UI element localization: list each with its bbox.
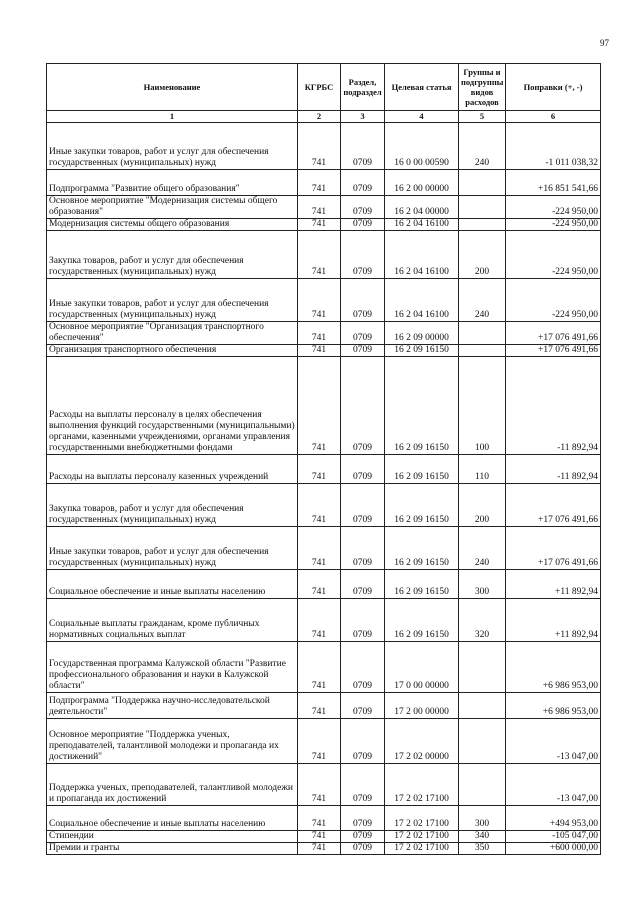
cell-group	[459, 196, 506, 219]
column-number: 2	[298, 111, 341, 123]
cell-amount: -1 011 038,32	[506, 123, 601, 170]
cell-group	[459, 719, 506, 764]
table-body	[47, 123, 601, 855]
cell-target: 16 2 09 16150	[385, 527, 459, 570]
cell-section: 0709	[341, 806, 385, 831]
cell-section: 0709	[341, 599, 385, 642]
cell-name: Поддержка ученых, преподавателей, талантливой молодежи и пропаганда их достижений	[47, 764, 298, 806]
cell-amount: -224 950,00	[506, 196, 601, 219]
table-row	[47, 279, 601, 322]
cell-group: 200	[459, 484, 506, 527]
cell-section: 0709	[341, 123, 385, 170]
cell-kgrbs: 741	[298, 170, 341, 196]
header-target: Целевая статья	[385, 64, 459, 111]
cell-target: 16 2 09 16150	[385, 570, 459, 599]
cell-target: 16 2 04 16100	[385, 279, 459, 322]
cell-kgrbs: 741	[298, 642, 341, 693]
cell-target: 16 2 04 00000	[385, 196, 459, 219]
cell-kgrbs: 741	[298, 231, 341, 279]
cell-name: Организация транспортного обеспечения	[47, 345, 298, 357]
cell-name: Премии и гранты	[47, 843, 298, 855]
cell-section: 0709	[341, 170, 385, 196]
cell-amount: +6 986 953,00	[506, 642, 601, 693]
cell-section: 0709	[341, 279, 385, 322]
cell-name: Основное мероприятие "Организация транспортного обеспечения"	[47, 322, 298, 345]
cell-section: 0709	[341, 527, 385, 570]
cell-group: 110	[459, 455, 506, 484]
table-row	[47, 345, 601, 357]
table-row	[47, 599, 601, 642]
cell-kgrbs: 741	[298, 599, 341, 642]
cell-target: 16 2 09 16150	[385, 599, 459, 642]
cell-section: 0709	[341, 196, 385, 219]
cell-kgrbs: 741	[298, 484, 341, 527]
cell-kgrbs: 741	[298, 357, 341, 455]
cell-target: 16 2 09 16150	[385, 484, 459, 527]
cell-section: 0709	[341, 322, 385, 345]
cell-amount: +17 076 491,66	[506, 527, 601, 570]
cell-group: 240	[459, 279, 506, 322]
column-number: 1	[47, 111, 298, 123]
cell-kgrbs: 741	[298, 806, 341, 831]
cell-kgrbs: 741	[298, 843, 341, 855]
header-amendments: Поправки (+, -)	[506, 64, 601, 111]
header-group: Группы и подгруппы видов расходов	[459, 64, 506, 111]
cell-group: 240	[459, 123, 506, 170]
cell-group: 300	[459, 570, 506, 599]
cell-amount: +494 953,00	[506, 806, 601, 831]
cell-group	[459, 693, 506, 719]
cell-kgrbs: 741	[298, 279, 341, 322]
table-row	[47, 642, 601, 693]
table-row	[47, 693, 601, 719]
cell-group: 240	[459, 527, 506, 570]
cell-amount: +6 986 953,00	[506, 693, 601, 719]
cell-group: 340	[459, 831, 506, 843]
table-row	[47, 123, 601, 170]
budget-amendments-table	[46, 63, 601, 855]
column-number-row	[47, 111, 601, 123]
cell-target: 17 2 02 17100	[385, 843, 459, 855]
cell-amount: +600 000,00	[506, 843, 601, 855]
page-number: 97	[600, 38, 609, 48]
cell-target: 17 2 00 00000	[385, 693, 459, 719]
cell-amount: -11 892,94	[506, 357, 601, 455]
cell-name: Государственная программа Калужской области "Развитие профессионального образования и науки в Калужской области"	[47, 642, 298, 693]
cell-amount: -105 047,00	[506, 831, 601, 843]
cell-name: Иные закупки товаров, работ и услуг для обеспечения государственных (муниципальных) нужд	[47, 527, 298, 570]
column-number: 3	[341, 111, 385, 123]
cell-group: 200	[459, 231, 506, 279]
cell-kgrbs: 741	[298, 123, 341, 170]
header-kgrbs: КГРБС	[298, 64, 341, 111]
column-number: 6	[506, 111, 601, 123]
cell-group	[459, 642, 506, 693]
table-row	[47, 806, 601, 831]
cell-name: Расходы на выплаты персоналу казенных учреждений	[47, 455, 298, 484]
table-row	[47, 170, 601, 196]
cell-group	[459, 764, 506, 806]
cell-name: Закупка товаров, работ и услуг для обеспечения государственных (муниципальных) нужд	[47, 484, 298, 527]
table-row	[47, 527, 601, 570]
cell-amount: -11 892,94	[506, 455, 601, 484]
cell-kgrbs: 741	[298, 719, 341, 764]
table-row	[47, 764, 601, 806]
cell-kgrbs: 741	[298, 693, 341, 719]
cell-target: 16 2 04 16100	[385, 231, 459, 279]
cell-target: 16 2 09 16150	[385, 345, 459, 357]
cell-amount: +16 851 541,66	[506, 170, 601, 196]
cell-amount: -13 047,00	[506, 719, 601, 764]
cell-amount: +17 076 491,66	[506, 322, 601, 345]
cell-target: 16 2 09 16150	[385, 455, 459, 484]
cell-section: 0709	[341, 843, 385, 855]
cell-name: Модернизация системы общего образования	[47, 219, 298, 231]
cell-section: 0709	[341, 231, 385, 279]
cell-target: 16 2 04 16100	[385, 219, 459, 231]
cell-name: Расходы на выплаты персоналу в целях обеспечения выполнения функций государственными (муниципальными) органами, казенными учреждениями, органами управления государственными внебюджетными фондами	[47, 357, 298, 455]
column-number: 5	[459, 111, 506, 123]
cell-kgrbs: 741	[298, 219, 341, 231]
header-row	[47, 64, 601, 111]
cell-group: 350	[459, 843, 506, 855]
cell-name: Социальные выплаты гражданам, кроме публичных нормативных социальных выплат	[47, 599, 298, 642]
cell-kgrbs: 741	[298, 570, 341, 599]
cell-name: Социальное обеспечение и иные выплаты населению	[47, 806, 298, 831]
cell-group: 100	[459, 357, 506, 455]
cell-section: 0709	[341, 570, 385, 599]
cell-section: 0709	[341, 642, 385, 693]
cell-kgrbs: 741	[298, 196, 341, 219]
cell-name: Подпрограмма "Поддержка научно-исследовательской деятельности"	[47, 693, 298, 719]
cell-target: 17 2 02 17100	[385, 764, 459, 806]
cell-name: Иные закупки товаров, работ и услуг для обеспечения государственных (муниципальных) нужд	[47, 123, 298, 170]
table-row	[47, 357, 601, 455]
cell-target: 17 2 02 17100	[385, 806, 459, 831]
header-section: Раздел, подраздел	[341, 64, 385, 111]
cell-target: 16 0 00 00590	[385, 123, 459, 170]
cell-name: Закупка товаров, работ и услуг для обеспечения государственных (муниципальных) нужд	[47, 231, 298, 279]
cell-amount: -224 950,00	[506, 219, 601, 231]
cell-section: 0709	[341, 719, 385, 764]
cell-amount: +17 076 491,66	[506, 345, 601, 357]
cell-kgrbs: 741	[298, 455, 341, 484]
cell-target: 17 2 02 00000	[385, 719, 459, 764]
cell-group	[459, 322, 506, 345]
cell-name: Социальное обеспечение и иные выплаты населению	[47, 570, 298, 599]
header-name: Наименование	[47, 64, 298, 111]
cell-kgrbs: 741	[298, 527, 341, 570]
cell-target: 17 2 02 17100	[385, 831, 459, 843]
cell-target: 16 2 00 00000	[385, 170, 459, 196]
cell-section: 0709	[341, 345, 385, 357]
cell-amount: -224 950,00	[506, 231, 601, 279]
cell-amount: +11 892,94	[506, 570, 601, 599]
cell-group: 320	[459, 599, 506, 642]
cell-name: Стипендии	[47, 831, 298, 843]
table-row	[47, 719, 601, 764]
cell-group	[459, 219, 506, 231]
cell-section: 0709	[341, 357, 385, 455]
cell-section: 0709	[341, 764, 385, 806]
cell-kgrbs: 741	[298, 322, 341, 345]
table-row	[47, 322, 601, 345]
cell-target: 16 2 09 16150	[385, 357, 459, 455]
table-row	[47, 219, 601, 231]
cell-section: 0709	[341, 831, 385, 843]
table-row	[47, 455, 601, 484]
cell-name: Основное мероприятие "Поддержка ученых, преподавателей, талантливой молодежи и пропаганда их достижений"	[47, 719, 298, 764]
table-row	[47, 570, 601, 599]
table-row	[47, 843, 601, 855]
cell-name: Подпрограмма "Развитие общего образования"	[47, 170, 298, 196]
cell-kgrbs: 741	[298, 831, 341, 843]
cell-kgrbs: 741	[298, 345, 341, 357]
cell-section: 0709	[341, 484, 385, 527]
column-number: 4	[385, 111, 459, 123]
cell-group	[459, 345, 506, 357]
table-row	[47, 196, 601, 219]
cell-target: 16 2 09 00000	[385, 322, 459, 345]
cell-amount: -13 047,00	[506, 764, 601, 806]
cell-group: 300	[459, 806, 506, 831]
cell-section: 0709	[341, 219, 385, 231]
cell-section: 0709	[341, 693, 385, 719]
cell-name: Основное мероприятие "Модернизация системы общего образования"	[47, 196, 298, 219]
table-row	[47, 484, 601, 527]
cell-amount: +11 892,94	[506, 599, 601, 642]
cell-kgrbs: 741	[298, 764, 341, 806]
cell-amount: -224 950,00	[506, 279, 601, 322]
cell-section: 0709	[341, 455, 385, 484]
cell-target: 17 0 00 00000	[385, 642, 459, 693]
table-row	[47, 831, 601, 843]
cell-name: Иные закупки товаров, работ и услуг для обеспечения государственных (муниципальных) нужд	[47, 279, 298, 322]
cell-group	[459, 170, 506, 196]
table-row	[47, 231, 601, 279]
cell-amount: +17 076 491,66	[506, 484, 601, 527]
